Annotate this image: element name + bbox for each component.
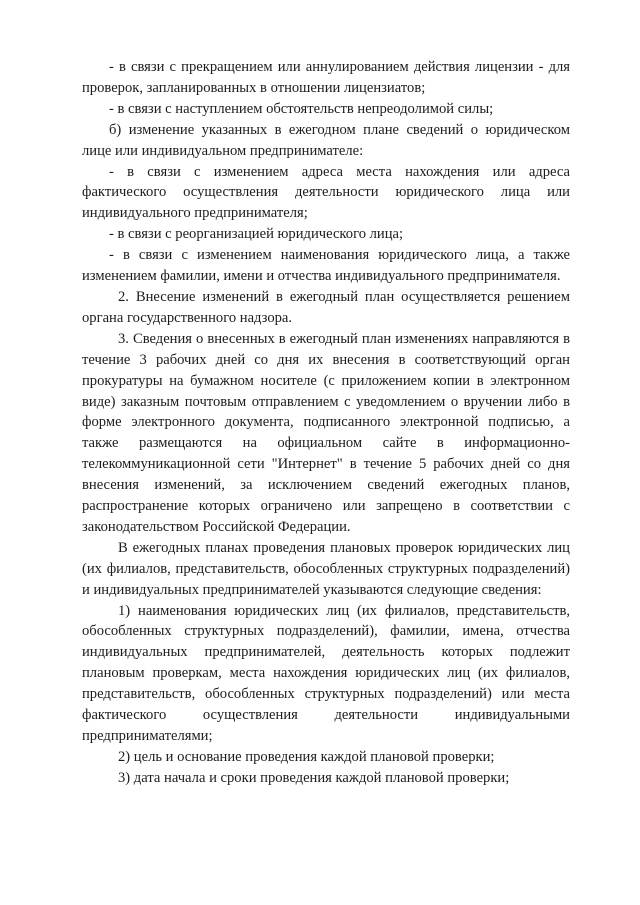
paragraph-license-termination: - в связи с прекращением или аннулированием действия лицензии - для проверок, запланированных в отношении лицензиатов; — [82, 59, 570, 96]
paragraph-annual-plans: В ежегодных планах проведения плановых проверок юридических лиц (их филиалов, представительств, обособленных структурных подразделений) и индивидуальных предпринимателей указываются следующие сведения: — [82, 539, 570, 598]
paragraph-reorganization: - в связи с реорганизацией юридического лица; — [109, 226, 404, 243]
paragraph-name-change: - в связи с изменением наименования юридического лица, а также изменением фамилии, имени и отчества индивидуального предпринимателя. — [82, 247, 570, 285]
paragraph-item-2: 2. Внесение изменений в ежегодный план осуществляется решением органа государственного надзора. — [82, 288, 570, 326]
paragraph-force-majeure: - в связи с наступлением обстоятельств непреодолимой силы; — [109, 100, 494, 117]
paragraph-item-3: 3. Сведения о внесенных в ежегодный план изменениях направляются в течение 3 рабочих дней со дня их внесения в соответствующий орган прокуратуры на бумажном носителе (с приложением копии в электронном виде) заказным почтовым отправлением с уведомлением о вручении либо в форме электронного документа, подписанного электронной подписью, а также размещаются на официальном сайте в информационно-телекоммуникационной сети "Интернет" в течение 5 рабочих дней со дня внесения изменений, за исключением сведений ежегодных планов, распространение которых ограничено или запрещено в соответствии с законодательством Российской Федерации. — [82, 330, 570, 535]
paragraph-list-item-3: 3) дата начала и сроки проведения каждой плановой проверки; — [118, 769, 510, 786]
paragraph-list-item-1: 1) наименования юридических лиц (их филиалов, представительств, обособленных структурных подразделений), фамилии, имена, отчества индивидуальных предпринимателей, деятельность которых подлежит плановым проверкам, места нахождения юридических лиц (их филиалов, представительств, обособленных структурных подразделений) или места фактического осуществления деятельности индивидуальными предпринимателями; — [82, 602, 570, 744]
paragraph-list-item-2: 2) цель и основание проведения каждой плановой проверки; — [118, 748, 495, 765]
paragraph-address-change: - в связи с изменением адреса места нахождения или адреса фактического осуществления деятельности юридического лица или индивидуального предпринимателя; — [82, 163, 570, 222]
paragraph-change-details: б) изменение указанных в ежегодном плане сведений о юридическом лице или индивидуальном предпринимателе: — [82, 121, 570, 159]
document-page — [82, 57, 570, 789]
